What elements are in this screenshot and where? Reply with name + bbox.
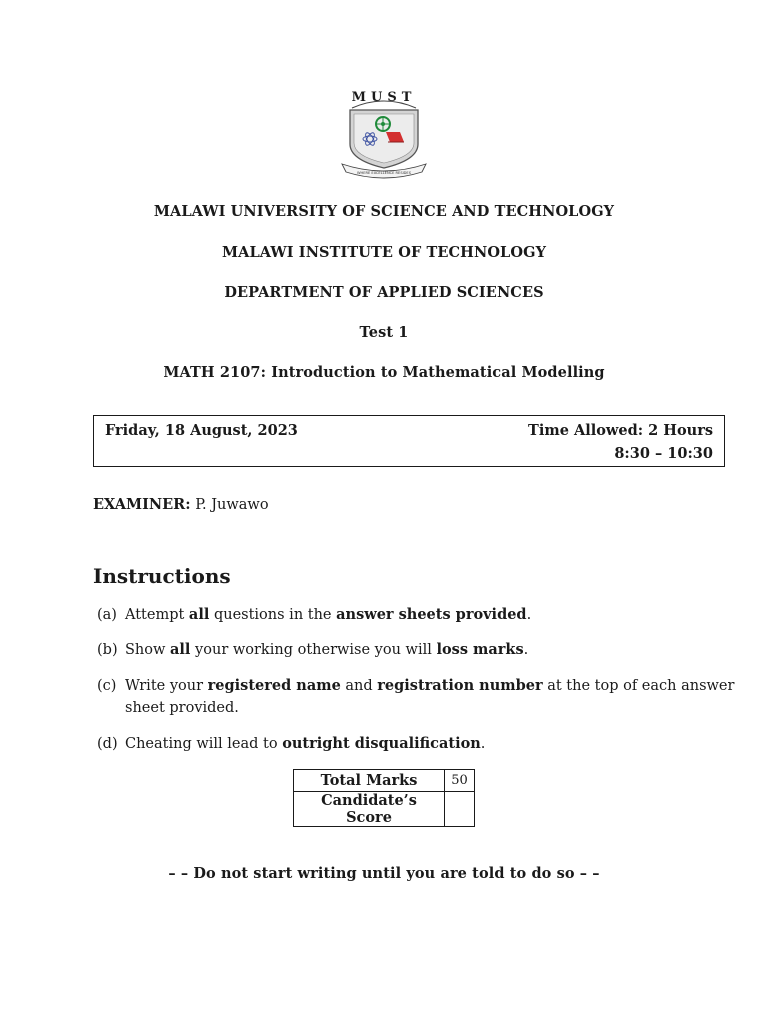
emphasis-text: registered name (207, 677, 341, 694)
instruction-text (125, 642, 528, 658)
instruction-label: (a) (97, 607, 117, 623)
test-title: Test 1 (359, 324, 409, 341)
examiner-name: P. Juwawo (195, 497, 269, 513)
instruction-item (97, 733, 485, 755)
emphasis-text: answer sheets provided (336, 606, 527, 623)
plain-text: . (480, 736, 486, 752)
total-marks-label: Total Marks (294, 770, 445, 792)
plain-text: Attempt (125, 607, 189, 623)
candidate-score-value (445, 792, 475, 827)
plain-text: your working otherwise you will (190, 642, 437, 658)
plain-text: . (523, 642, 529, 658)
plain-text: and (340, 678, 378, 694)
course-title: MATH 2107: Introduction to Mathematical Modelling (163, 364, 605, 381)
instructions-heading: Instructions (93, 564, 231, 588)
department-name: DEPARTMENT OF APPLIED SCIENCES (224, 284, 544, 301)
total-marks-value: 50 (445, 770, 475, 792)
svg-text:MUST: MUST (351, 90, 417, 105)
university-name: MALAWI UNIVERSITY OF SCIENCE AND TECHNOLOGY (153, 203, 615, 220)
examiner-line (93, 496, 269, 513)
emphasis-text: loss marks (436, 641, 524, 658)
plain-text: Show (125, 642, 171, 658)
time-allowed: Time Allowed: 2 Hours (528, 422, 713, 439)
table-row (294, 792, 475, 827)
svg-text:WHERE EXCELLENCE RESIDES: WHERE EXCELLENCE RESIDES (356, 171, 412, 175)
exam-date: Friday, 18 August, 2023 (105, 422, 298, 439)
plain-text: Cheating will lead to (125, 736, 283, 752)
instruction-item (97, 604, 531, 626)
emphasis-text: all (188, 606, 210, 623)
plain-text: . (526, 607, 532, 623)
table-row (294, 770, 475, 792)
candidate-score-label: Candidate’s Score (294, 792, 445, 827)
instruction-continuation: sheet provided. (125, 700, 239, 716)
plain-text: at the top of each answer (542, 678, 735, 694)
exam-info-box (93, 415, 725, 467)
instruction-text (125, 607, 531, 623)
instruction-text (125, 736, 485, 752)
time-span: 8:30 – 10:30 (614, 445, 713, 462)
instruction-label: (c) (97, 678, 117, 694)
instruction-label: (b) (97, 642, 118, 658)
instruction-text (125, 678, 734, 694)
plain-text: questions in the (209, 607, 337, 623)
must-crest-icon (338, 86, 430, 182)
marks-table (293, 769, 475, 827)
footer-warning: – – Do not start writing until you are told to do so – – (168, 865, 600, 882)
instruction-item (97, 675, 734, 719)
university-logo (338, 86, 430, 182)
examiner-label: EXAMINER: (93, 496, 191, 513)
instruction-item (97, 639, 528, 661)
emphasis-text: registration number (377, 677, 543, 694)
instruction-label: (d) (97, 736, 118, 752)
plain-text: Write your (125, 678, 208, 694)
emphasis-text: outright disqualification (282, 735, 481, 752)
institute-name: MALAWI INSTITUTE OF TECHNOLOGY (221, 244, 547, 261)
emphasis-text: all (170, 641, 191, 658)
